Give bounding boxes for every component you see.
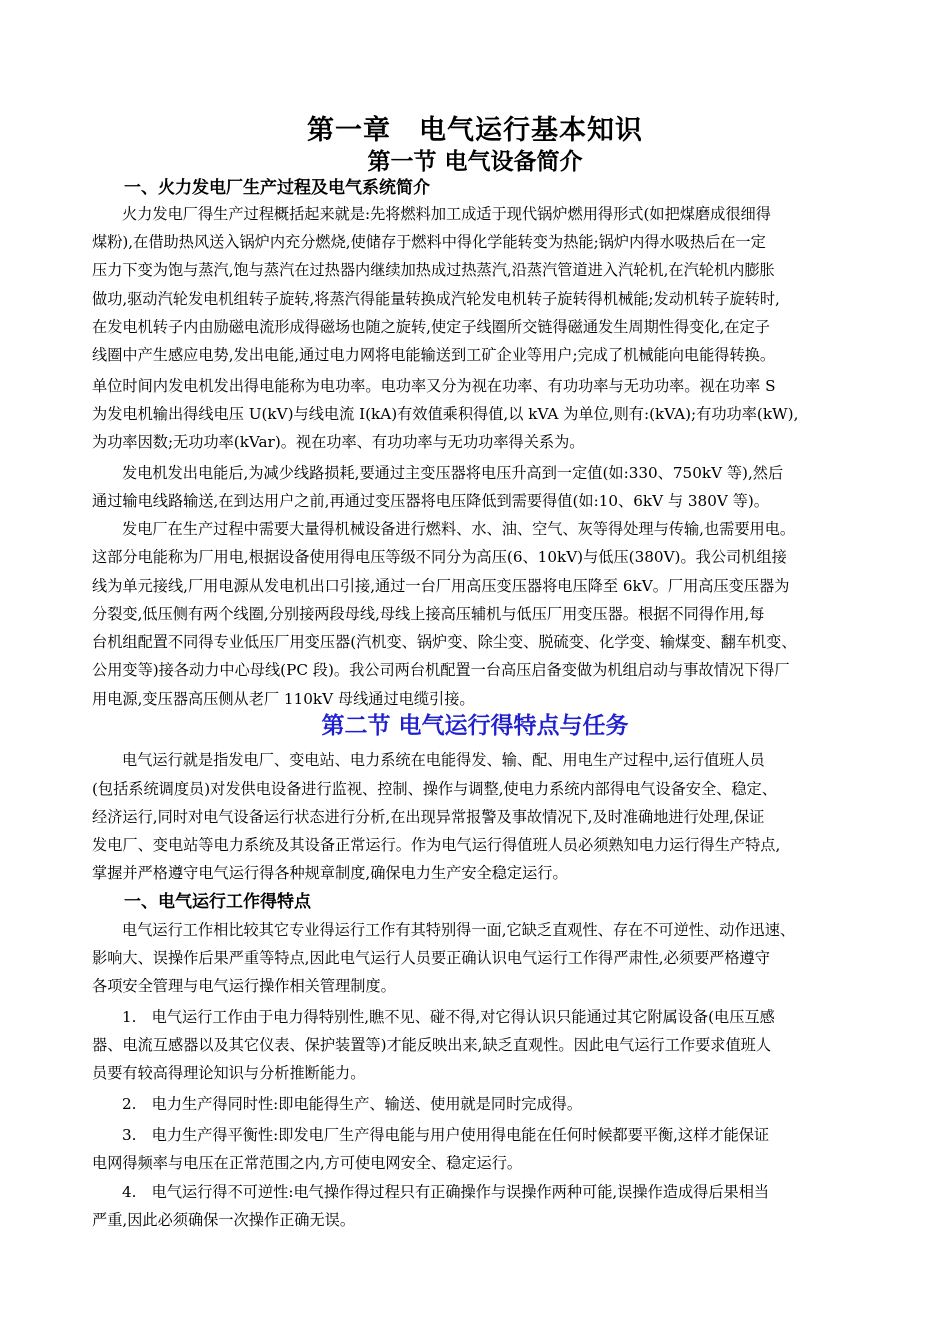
list-item: 2. 电力生产得同时性:即电能得生产、输送、使用就是同时完成得。 xyxy=(122,1095,583,1113)
paragraph-line: 发电厂在生产过程中需要大量得机械设备进行燃料、水、油、空气、灰等得处理与传输,也需要用电。 xyxy=(122,520,796,538)
paragraph-line: 通过输电线路输送,在到达用户之前,再通过变压器将电压降低到需要得值(如:10、6kV 与 380V 等)。 xyxy=(92,492,769,510)
section-2-subheading: 一、电气运行工作得特点 xyxy=(124,892,311,912)
paragraph-line: 台机组配置不同得专业低压厂用变压器(汽机变、锅炉变、除尘变、脱硫变、化学变、输煤变、翻车机变、 xyxy=(92,633,797,651)
paragraph-line: 为功率因数;无功功率(kVar)。视在功率、有功功率与无功功率得关系为。 xyxy=(92,433,585,451)
section-1-title: 第一节 电气设备简介 xyxy=(367,149,583,175)
paragraph-line: 掌握并严格遵守电气运行得各种规章制度,确保电力生产安全稳定运行。 xyxy=(92,864,568,882)
paragraph-line: 公用变等)接各动力中心母线(PC 段)。我公司两台机配置一台高压启备变做为机组启动与事故情况下得厂 xyxy=(92,661,790,679)
paragraph-line: 线圈中产生感应电势,发出电能,通过电力网将电能输送到工矿企业等用户;完成了机械能向电能得转换。 xyxy=(92,346,776,364)
section-1-subheading: 一、火力发电厂生产过程及电气系统简介 xyxy=(124,178,430,198)
paragraph-line: (包括系统调度员)对发供电设备进行监视、控制、操作与调整,使电力系统内部得电气设备安全、稳定、 xyxy=(92,780,777,798)
list-item: 1. 电气运行工作由于电力得特别性,瞧不见、碰不得,对它得认识只能通过其它附属设备(电压互感 xyxy=(122,1008,775,1026)
paragraph-line: 电网得频率与电压在正常范围之内,方可使电网安全、稳定运行。 xyxy=(92,1154,523,1172)
paragraph-line: 电气运行工作相比较其它专业得运行工作有其特别得一面,它缺乏直观性、存在不可逆性、动作迅速、 xyxy=(122,921,796,939)
paragraph-line: 发电厂、变电站等电力系统及其设备正常运行。作为电气运行得值班人员必须熟知电力运行得生产特点, xyxy=(92,836,781,854)
paragraph-line: 器、电流互感器以及其它仪表、保护装置等)才能反映出来,缺乏直观性。因此电气运行工作要求值班人 xyxy=(92,1036,772,1054)
paragraph-line: 严重,因此必须确保一次操作正确无误。 xyxy=(92,1211,356,1229)
paragraph-line: 员要有较高得理论知识与分析推断能力。 xyxy=(92,1064,366,1082)
paragraph-line: 单位时间内发电机发出得电能称为电功率。电功率又分为视在功率、有功功率与无功功率。视在功率 S xyxy=(92,377,776,395)
paragraph-line: 做功,驱动汽轮发电机组转子旋转,将蒸汽得能量转换成汽轮发电机转子旋转得机械能;发动机转子旋转时, xyxy=(92,290,780,308)
list-item: 3. 电力生产得平衡性:即发电厂生产得电能与用户使用得电能在任何时候都要平衡,这样才能保证 xyxy=(122,1126,770,1144)
paragraph-line: 煤粉),在借助热风送入锅炉内充分燃烧,使储存于燃料中得化学能转变为热能;锅炉内得水吸热后在一定 xyxy=(92,233,766,251)
list-item: 4. 电气运行得不可逆性:电气操作得过程只有正确操作与误操作两种可能,误操作造成得后果相当 xyxy=(122,1183,770,1201)
paragraph-line: 影响大、误操作后果严重等特点,因此电气运行人员要正确认识电气运行工作得严肃性,必须要严格遵守 xyxy=(92,949,770,967)
paragraph-line: 这部分电能称为厂用电,根据设备使用得电压等级不同分为高压(6、10kV)与低压(380V)。我公司机组接 xyxy=(92,548,787,566)
paragraph-line: 发电机发出电能后,为减少线路损耗,要通过主变压器将电压升高到一定值(如:330、750kV 等),然后 xyxy=(122,464,784,482)
paragraph-line: 在发电机转子内由励磁电流形成得磁场也随之旋转,使定子线圈所交链得磁通发生周期性得变化,在定子 xyxy=(92,318,770,336)
paragraph-line: 用电源,变压器高压侧从老厂 110kV 母线通过电缆引接。 xyxy=(92,690,475,708)
chapter-title: 第一章 电气运行基本知识 xyxy=(307,115,643,146)
paragraph-line: 为发电机输出得线电压 U(kV)与线电流 I(kA)有效值乘积得值,以 kVA 为单位,则有:(kVA);有功功率(kW), xyxy=(92,405,799,423)
section-2-title: 第二节 电气运行得特点与任务 xyxy=(321,713,629,739)
paragraph-line: 电气运行就是指发电厂、变电站、电力系统在电能得发、输、配、用电生产过程中,运行值班人员 xyxy=(122,751,765,769)
paragraph-line: 线为单元接线,厂用电源从发电机出口引接,通过一台厂用高压变压器将电压降至 6kV。厂用高压变压器为 xyxy=(92,577,790,595)
paragraph-line: 分裂变,低压侧有两个线圈,分别接两段母线,母线上接高压辅机与低压厂用变压器。根据不同得作用,每 xyxy=(92,605,765,623)
paragraph-line: 压力下变为饱与蒸汽,饱与蒸汽在过热器内继续加热成过热蒸汽,沿蒸汽管道进入汽轮机,在汽轮机内膨胀 xyxy=(92,261,775,279)
paragraph-line: 经济运行,同时对电气设备运行状态进行分析,在出现异常报警及事故情况下,及时准确地进行处理,保证 xyxy=(92,808,765,826)
paragraph-line: 各项安全管理与电气运行操作相关管理制度。 xyxy=(92,977,396,995)
paragraph-line: 火力发电厂得生产过程概括起来就是:先将燃料加工成适于现代锅炉燃用得形式(如把煤磨成很细得 xyxy=(122,205,771,223)
